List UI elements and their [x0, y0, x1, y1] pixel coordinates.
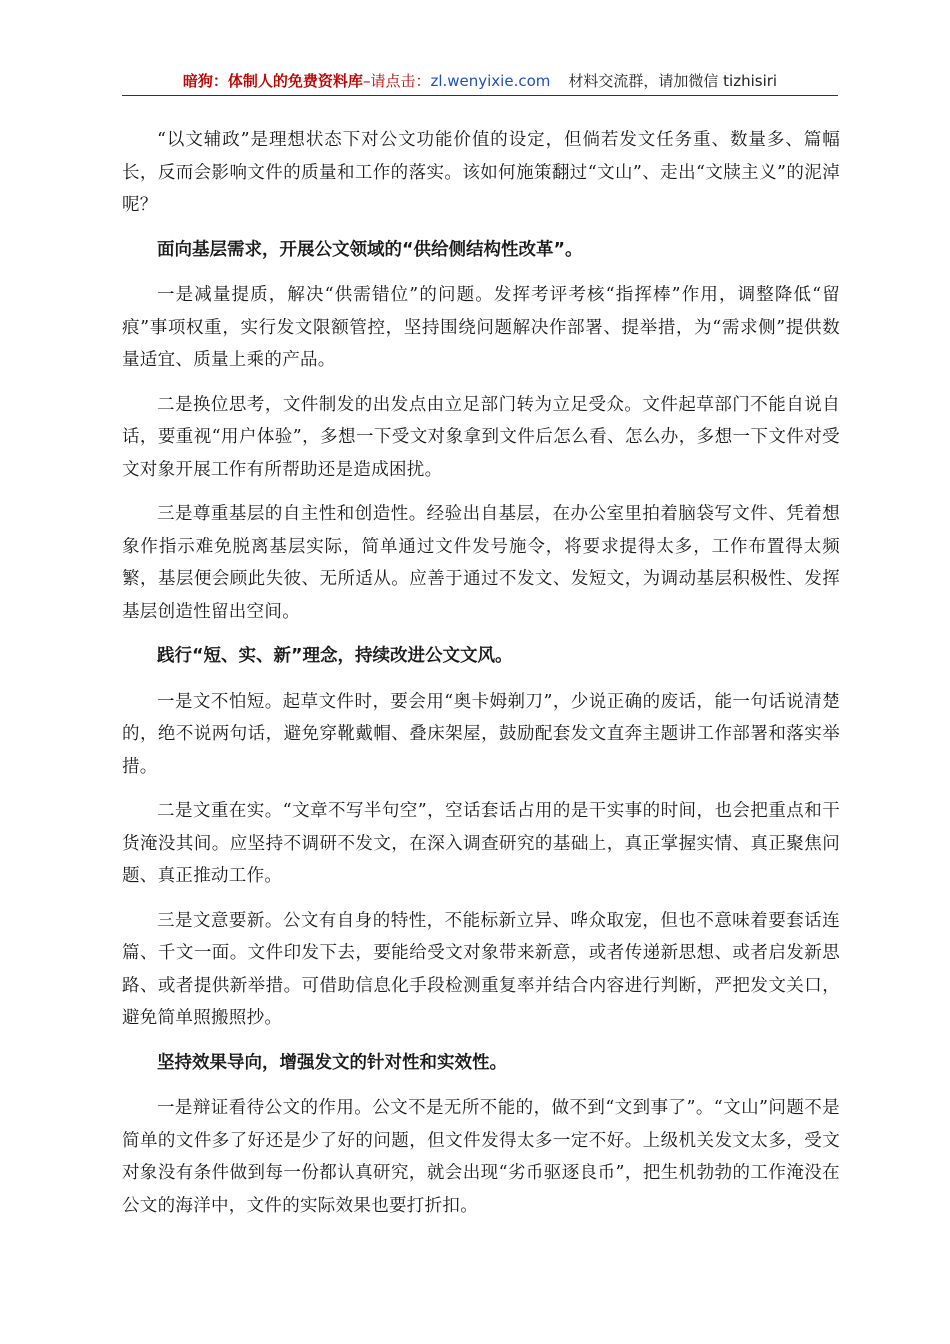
site-name: 暗狗：体制人的免费资料库 — [182, 72, 363, 90]
section1-paragraph-1: 一是减量提质，解决“供需错位”的问题。发挥考评考核“指挥棒”作用，调整降低“留痕”事项权重，实行发文限额管控，坚持围绕问题解决作部署、提举措，为“需求侧”提供数量适宜、质量上乘的产品。 — [122, 285, 840, 370]
section-heading-1: 面向基层需求，开展公文领域的“供给侧结构性改革”。 — [157, 239, 583, 260]
section2-paragraph-1: 一是文不怕短。起草文件时，要会用“奥卡姆剃刀”，少说正确的废话，能一句话说清楚的，绝不说两句话，避免穿靴戴帽、叠床架屋，鼓励配套发文直奔主题讲工作部署和落实举措。 — [122, 691, 840, 777]
section2-paragraph-2: 二是文重在实。“文章不写半句空”，空话套话占用的是干实事的时间，也会把重点和干货淹没其间。应坚持不调研不发文，在深入调查研究的基础上，真正掌握实情、真正聚焦问题、真正推动工作。 — [122, 801, 840, 886]
section3-paragraph-1: 一是辩证看待公文的作用。公文不是无所不能的，做不到“文到事了”。“文山”问题不是简单的文件多了好还是少了好的问题，但文件发得太多一定不好。上级机关发文太多，受文对象没有条件做到每一份都认真研究，就会出现“劣币驱逐良币”，把生机勃勃的工作淹没在公文的海洋中，文件的实际效果也要打折扣。 — [122, 1098, 840, 1216]
section-heading-3: 坚持效果导向，增强发文的针对性和实效性。 — [157, 1052, 507, 1073]
header-divider — [122, 95, 838, 96]
section-heading-2: 践行“短、实、新”理念，持续改进公文文风。 — [157, 646, 513, 666]
section2-paragraph-3: 三是文意要新。公文有自身的特性，不能标新立异、哗众取宠，但也不意味着要套话连篇、千文一面。文件印发下去，要能给受文对象带来新意，或者传递新思想、或者启发新思路、或者提供新举措。可借助信息化手段检测重复率并结合内容进行判断，严把发文关口，避免简单照搬照抄。 — [122, 910, 840, 1028]
click-prompt: –请点击： — [362, 72, 431, 90]
intro-paragraph: “以文辅政”是理想状态下对公文功能价值的设定，但倘若发文任务重、数量多、篇幅长，反而会影响文件的质量和工作的落实。该如何施策翻过“文山”、走出“文牍主义”的泥淖呢？ — [122, 130, 840, 215]
article-body — [122, 124, 840, 1234]
site-url-link[interactable]: zl.wenyixie.com — [430, 72, 551, 90]
section1-paragraph-2: 二是换位思考，文件制发的出发点由立足部门转为立足受众。文件起草部门不能自说自话，要重视“用户体验”，多想一下受文对象拿到文件后怎么看、怎么办，多想一下文件对受文对象开展工作有所帮助还是造成困扰。 — [122, 394, 840, 480]
page-header — [122, 68, 838, 94]
section1-paragraph-3: 三是尊重基层的自主性和创造性。经验出自基层，在办公室里拍着脑袋写文件、凭着想象作指示难免脱离基层实际，简单通过文件发号施令，将要求提得太多，工作布置得太频繁，基层便会顾此失彼、无所适从。应善于通过不发文、发短文，为调动基层积极性、发挥基层创造性留出空间。 — [122, 504, 840, 622]
wechat-group-text: 材料交流群，请加微信 tizhisiri — [568, 72, 778, 90]
